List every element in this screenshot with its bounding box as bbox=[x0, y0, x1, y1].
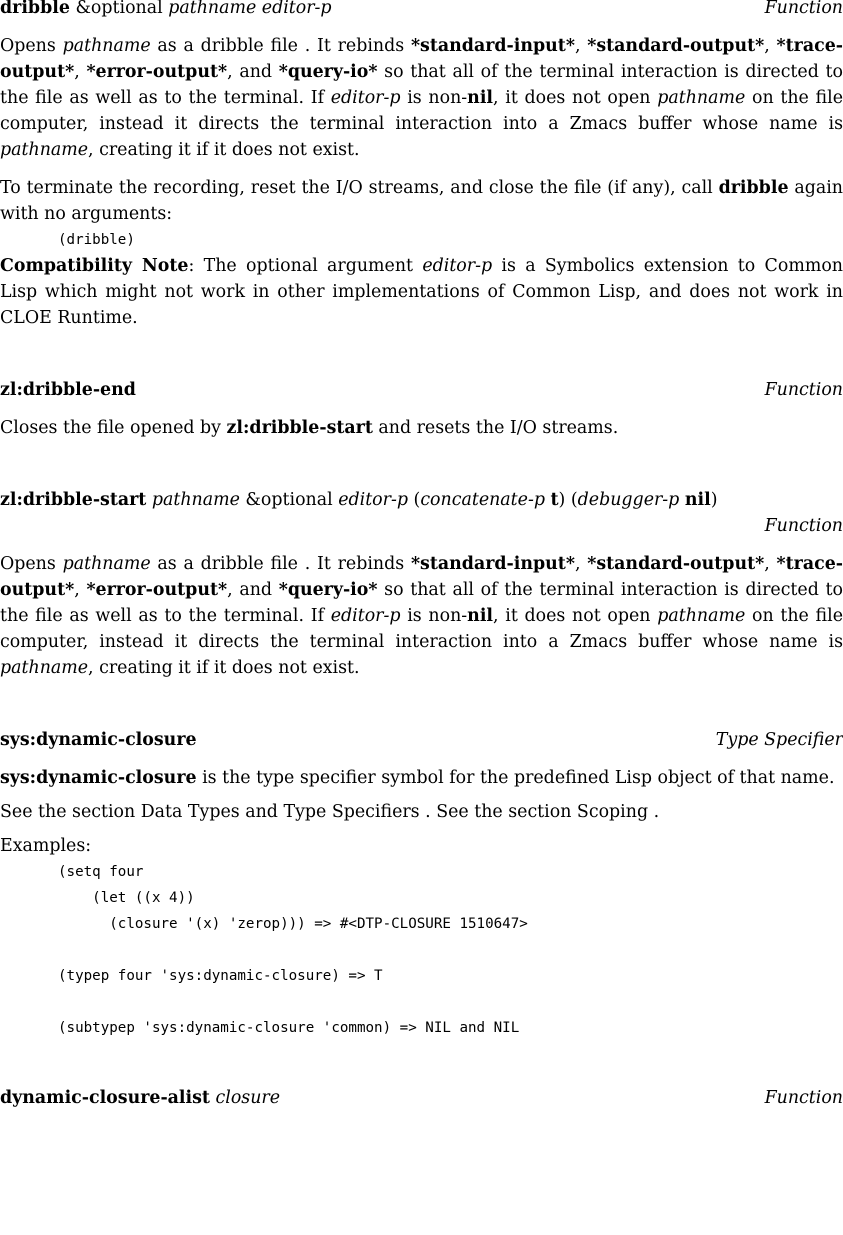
function-name: sys:dynamic-closure bbox=[0, 730, 197, 750]
entry-category: Function bbox=[764, 516, 843, 536]
function-name: dynamic-closure-alist bbox=[0, 1088, 210, 1108]
description-paragraph: Closes the file opened by zl:dribble-start and resets the I/O streams. bbox=[0, 418, 619, 438]
code-example: (setq four (let ((x 4)) (closure '(x) 'zerop))) => #<DTP-CLOSURE 1510647> bbox=[58, 864, 528, 932]
function-name: zl:dribble-start bbox=[0, 490, 147, 510]
entry-dribble-end bbox=[0, 377, 843, 441]
description-paragraph: sys:dynamic-closure is the type specifier symbol for the predefined Lisp object of that name. bbox=[0, 768, 835, 788]
description-paragraph: Opens pathname as a dribble file . It rebinds *standard-input*, *standard-output*, *trace-output*, *error-output*, and *query-io* so that all of the terminal interaction is directed to the file as well as to the terminal. If editor-p is non-nil, it does not open pathname on the file computer, instead it directs the terminal interaction into a Zmacs buffer whose name is pathname, creating it if it does not exist. bbox=[0, 554, 843, 678]
entry-signature: dynamic-closure-alist closure bbox=[0, 1088, 281, 1108]
description-paragraph: To terminate the recording, reset the I/O streams, and close the file (if any), call dribble again with no arguments: bbox=[0, 178, 843, 224]
compatibility-note: Compatibility Note: The optional argument editor-p is a Symbolics extension to Common Lisp which might not work in other implementations of Common Lisp, and does not work in CLOE Runtime. bbox=[0, 256, 843, 328]
entry-dynamic-closure-alist bbox=[0, 1085, 843, 1111]
code-example: (typep four 'sys:dynamic-closure) => T bbox=[58, 968, 383, 984]
entry-dribble bbox=[0, 0, 843, 331]
entry-category: Type Specifier bbox=[715, 730, 843, 750]
entry-signature: zl:dribble-start pathname &optional editor-p (concatenate-p t) (debugger-p nil) bbox=[0, 490, 718, 510]
entry-category: Function bbox=[764, 0, 843, 18]
entry-category: Function bbox=[764, 380, 843, 400]
entry-dribble-start bbox=[0, 487, 843, 681]
entry-header bbox=[0, 377, 843, 403]
entry-dynamic-closure bbox=[0, 727, 843, 1041]
function-name: dribble bbox=[0, 0, 70, 18]
entry-header bbox=[0, 1085, 843, 1111]
entry-header bbox=[0, 487, 843, 539]
entry-signature: dribble &optional pathname editor-p bbox=[0, 0, 332, 18]
description-paragraph: Opens pathname as a dribble file . It rebinds *standard-input*, *standard-output*, *trace-output*, *error-output*, and *query-io* so that all of the terminal interaction is directed to the file as well as to the terminal. If editor-p is non-nil, it does not open pathname on the file computer, instead it directs the terminal interaction into a Zmacs buffer whose name is pathname, creating it if it does not exist. bbox=[0, 36, 843, 160]
see-also: See the section Data Types and Type Specifiers . See the section Scoping . bbox=[0, 802, 660, 822]
code-example: (subtypep 'sys:dynamic-closure 'common) => NIL and NIL bbox=[58, 1020, 520, 1036]
entry-header bbox=[0, 727, 843, 753]
code-example: (dribble) bbox=[58, 232, 135, 248]
entry-header bbox=[0, 0, 843, 21]
function-name: zl:dribble-end bbox=[0, 380, 136, 400]
examples-label: Examples: bbox=[0, 836, 92, 856]
entry-category: Function bbox=[764, 1088, 843, 1108]
